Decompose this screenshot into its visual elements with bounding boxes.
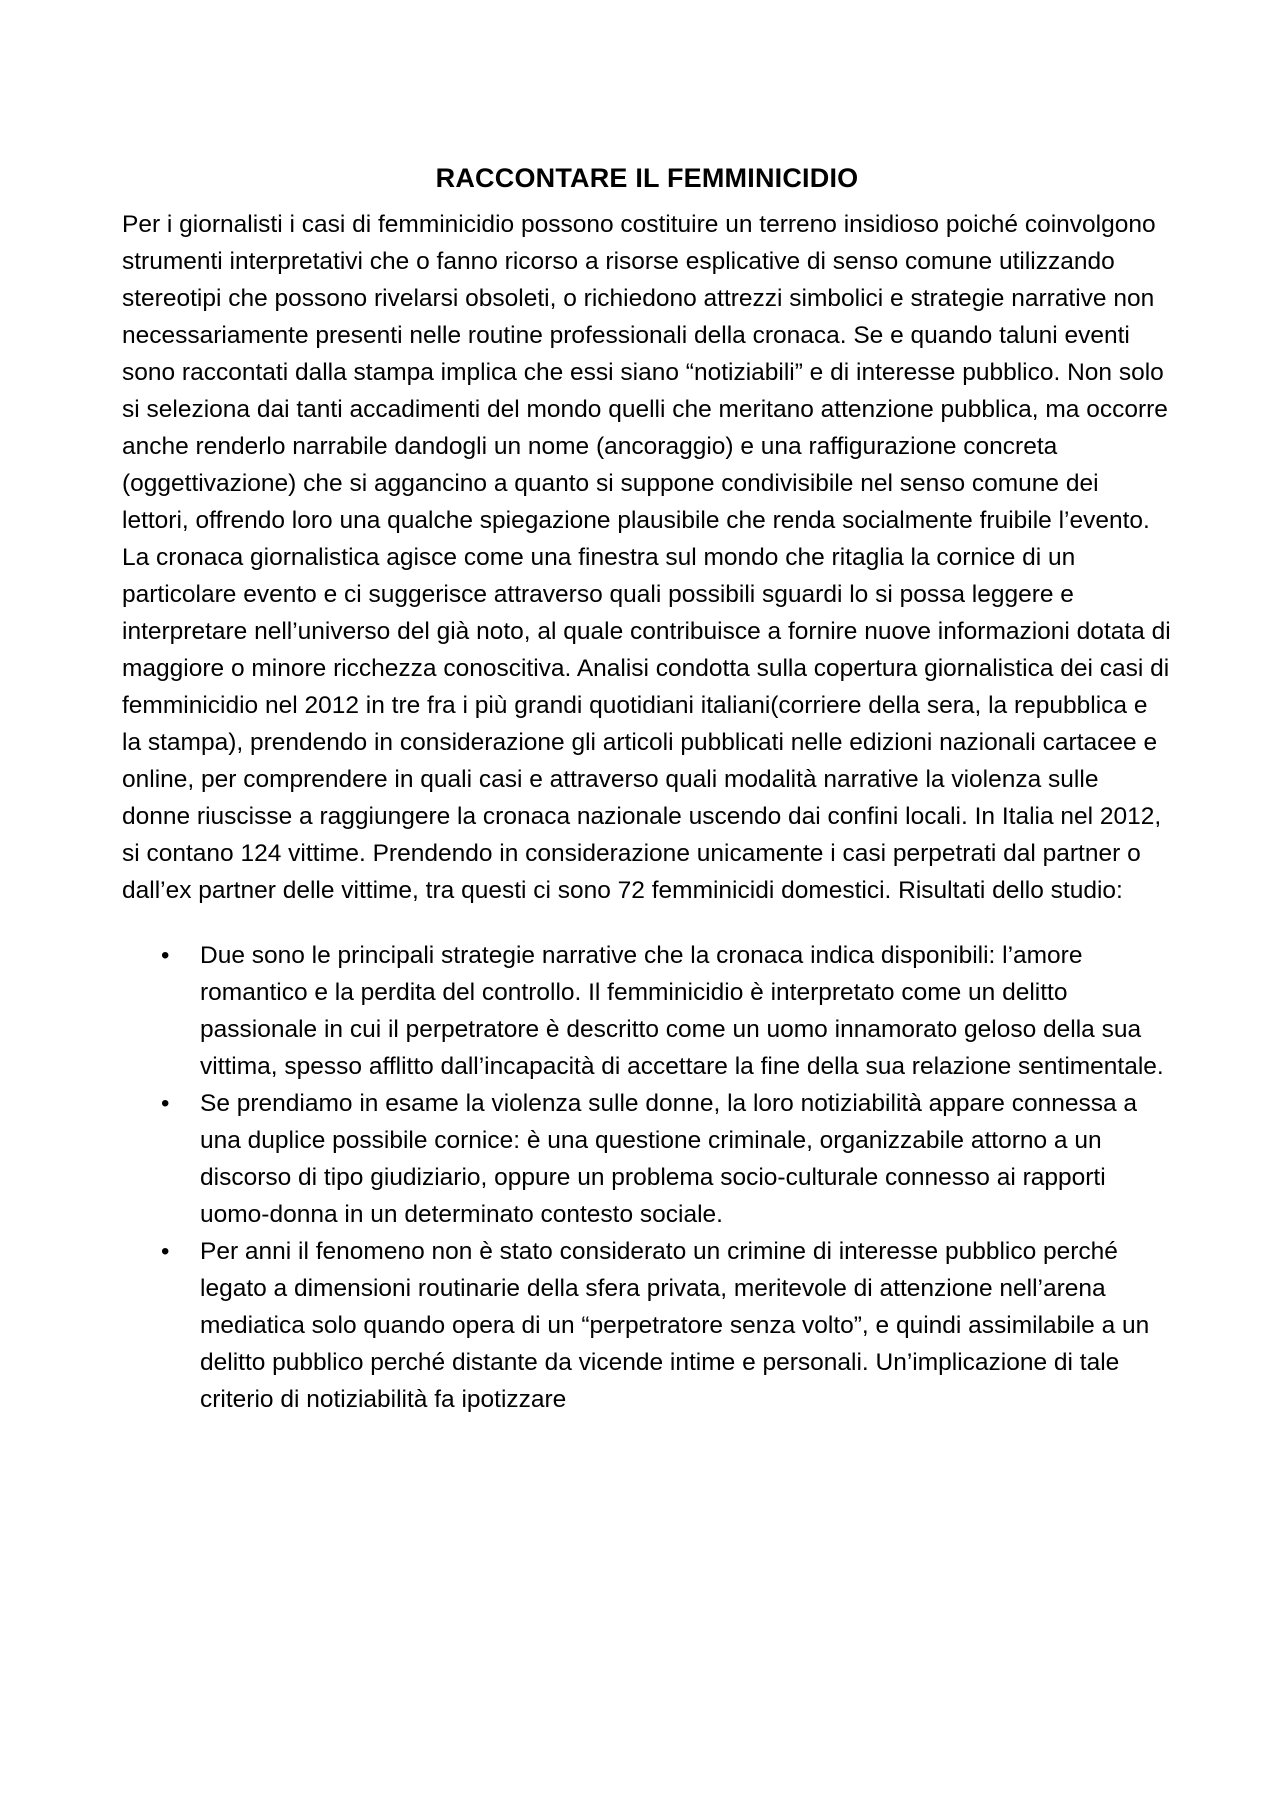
bullet-icon: • (161, 942, 170, 969)
body-paragraph: Per i giornalisti i casi di femminicidio possono costituire un terreno insidioso poiché coinvolgono strumenti interpretativi che o fanno ricorso a risorse esplicative di senso comune utilizzando stereotipi che possono rivelarsi obsoleti, o richiedono attrezzi simbolici e strategie narrative non necessariamente presenti nelle routine professionali della cronaca. Se e quando taluni eventi sono raccontati dalla stampa implica che essi siano “notiziabili” e di interesse pubblico. Non solo si seleziona dai tanti accadimenti del mondo quelli che meritano attenzione pubblica, ma occorre anche renderlo narrabile dandogli un nome (ancoraggio) e una raffigurazione concreta (oggettivazione) che si aggancino a quanto si suppone condivisibile nel senso comune dei lettori, offrendo loro una qualche spiegazione plausibile che renda socialmente fruibile l’evento. La cronaca giornalistica agisce come una finestra sul mondo che ritaglia la cornice di un particolare evento e ci suggerisce attraverso quali possibili sguardi lo si possa leggere e interpretare nell’universo del già noto, al quale contribuisce a fornire nuove informazioni dotata di maggiore o minore ricchezza conoscitiva. Analisi condotta sulla copertura giornalistica dei casi di femminicidio nel 2012 in tre fra i più grandi quotidiani italiani(corriere della sera, la repubblica e la stampa), prendendo in considerazione gli articoli pubblicati nelle edizioni nazionali cartacee e online, per comprendere in quali casi e attraverso quali modalità narrative la violenza sulle donne riuscisse a raggiungere la cronaca nazionale uscendo dai confini locali. In Italia nel 2012, si contano 124 vittime. Prendendo in considerazione unicamente i casi perpetrati dal partner o dall’ex partner delle vittime, tra questi ci sono 72 femminicidi domestici. Risultati dello studio: (122, 211, 1171, 904)
list-item (122, 937, 1172, 1085)
document-title: RACCONTARE IL FEMMINICIDIO (435, 163, 859, 193)
document-page (122, 160, 1172, 1418)
list-item (122, 1085, 1172, 1233)
list-item-text: Se prendiamo in esame la violenza sulle donne, la loro notiziabilità appare connessa a una duplice possibile cornice: è una questione criminale, organizzabile attorno a un discorso di tipo giudiziario, oppure un problema socio-culturale connesso ai rapporti uomo-donna in un determinato contesto sociale. (200, 1090, 1138, 1228)
list-item-text: Due sono le principali strategie narrative che la cronaca indica disponibili: l’amore romantico e la perdita del controllo. Il femminicidio è interpretato come un delitto passionale in cui il perpetratore è descritto come un uomo innamorato geloso della sua vittima, spesso afflitto dall’incapacità di accettare la fine della sua relazione sentimentale. (200, 942, 1164, 1080)
list-item-text: Per anni il fenomeno non è stato considerato un crimine di interesse pubblico perché legato a dimensioni routinarie della sfera privata, meritevole di attenzione nell’arena mediatica solo quando opera di un “perpetratore senza volto”, e quindi assimilabile a un delitto pubblico perché distante da vicende intime e personali. Un’implicazione di tale criterio di notiziabilità fa ipotizzare (200, 1238, 1150, 1413)
list-item (122, 1233, 1172, 1418)
bullet-icon: • (161, 1238, 170, 1265)
bullet-icon: • (161, 1090, 170, 1117)
results-list (122, 937, 1172, 1418)
